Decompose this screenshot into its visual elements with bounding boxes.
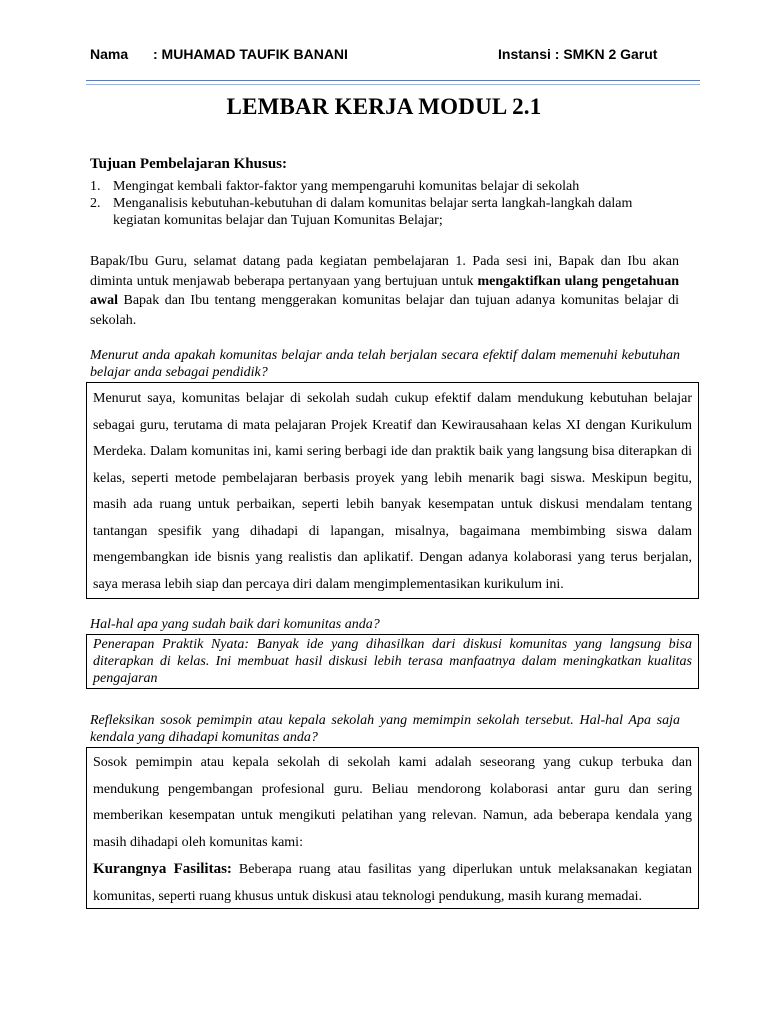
page-title: LEMBAR KERJA MODUL 2.1: [226, 94, 542, 119]
list-item-text: Menganalisis kebutuhan-kebutuhan di dalam komunitas belajar serta langkah-langkah dalam kegiatan komunitas belajar dan Tujuan Komunitas Belajar;: [113, 196, 633, 228]
answer-box-2: Penerapan Praktik Nyata: Banyak ide yang dihasilkan dari diskusi komunitas yang langsung bisa diterapkan di kelas. Ini membuat hasil diskusi lebih terasa manfaatnya dalam meningkatkan kualitas pengajaran: [86, 634, 699, 689]
list-item-number: 1.: [90, 179, 101, 194]
answer-3-point: [93, 856, 692, 910]
header-divider: [86, 80, 700, 81]
intro-text: Bapak/Ibu Guru, selamat datang pada kegiatan pembelajaran 1. Pada sesi ini, Bapak dan Ibu akan diminta untuk menjawab beberapa pertanyaan yang bertujuan untuk: [90, 254, 679, 289]
list-item: [90, 195, 680, 229]
list-item-text: Mengingat kembali faktor-faktor yang mempengaruhi komunitas belajar di sekolah: [113, 179, 580, 194]
header-divider-secondary: [86, 84, 700, 85]
answer-3-point-text: Beberapa ruang atau fasilitas yang diperlukan untuk melaksanakan kegiatan komunitas, seperti ruang khusus untuk diskusi atau teknologi pendukung, masih kurang memadai.: [93, 862, 692, 904]
answer-box-1: Menurut saya, komunitas belajar di sekolah sudah cukup efektif dalam mendukung kebutuhan belajar sebagai guru, terutama di mata pelajaran Projek Kreatif dan Kewirausahaan kelas XI dengan Kurikulum Merdeka. Dalam komunitas ini, kami sering berbagi ide dan praktik baik yang langsung bisa diterapkan di kelas, seperti metode pembelajaran berbasis proyek yang lebih menarik bagi siswa. Meskipun begitu, masih ada ruang untuk perbaikan, seperti lebih banyak kesempatan untuk diskusi mendalam tentang tantangan spesifik yang dihadapi di lapangan, misalnya, bagaimana membimbing siswa dalam mengembangkan ide bisnis yang realistis dan aplikatif. Dengan adanya kolaborasi yang terus berjalan, saya merasa lebih siap dan percaya diri dalam mengimplementasikan kurikulum ini.: [86, 382, 699, 599]
intro-emphasis: mengaktifkan ulang pengetahuan awal: [90, 273, 680, 308]
question-1: Menurut anda apakah komunitas belajar anda telah berjalan secara efektif dalam memenuhi kebutuhan belajar anda sebagai pendidik?: [90, 348, 680, 380]
objectives-heading: Tujuan Pembelajaran Khusus:: [90, 156, 287, 172]
institution: Instansi : SMKN 2 Garut: [498, 46, 658, 62]
intro-paragraph: [90, 252, 679, 330]
answer-box-3: [86, 747, 699, 909]
answer-3-paragraph: Sosok pemimpin atau kepala sekolah di sekolah kami adalah seseorang yang cukup terbuka dan mendukung pengembangan profesional guru. Beliau mendorong kolaborasi antar guru dan sering memberikan kesempatan untuk mengikuti pelatihan yang relevan. Namun, ada beberapa kendala yang masih dihadapi oleh komunitas kami:: [93, 755, 692, 850]
name-label: Nama: [90, 46, 129, 62]
answer-3-point-title: Kurangnya Fasilitas:: [93, 861, 232, 877]
question-3: Refleksikan sosok pemimpin atau kepala sekolah yang memimpin sekolah tersebut. Hal-hal Apa saja kendala yang dihadapi komunitas anda?: [90, 713, 680, 745]
objectives-list: [90, 178, 680, 229]
name-value: : MUHAMAD TAUFIK BANANI: [153, 46, 348, 62]
intro-text-end: Bapak dan Ibu tentang menggerakan komunitas belajar dan tujuan adanya komunitas belajar di sekolah.: [90, 293, 679, 328]
list-item: [90, 178, 680, 195]
question-2: Hal-hal apa yang sudah baik dari komunitas anda?: [90, 617, 380, 632]
list-item-number: 2.: [90, 196, 101, 211]
header: [90, 46, 690, 68]
